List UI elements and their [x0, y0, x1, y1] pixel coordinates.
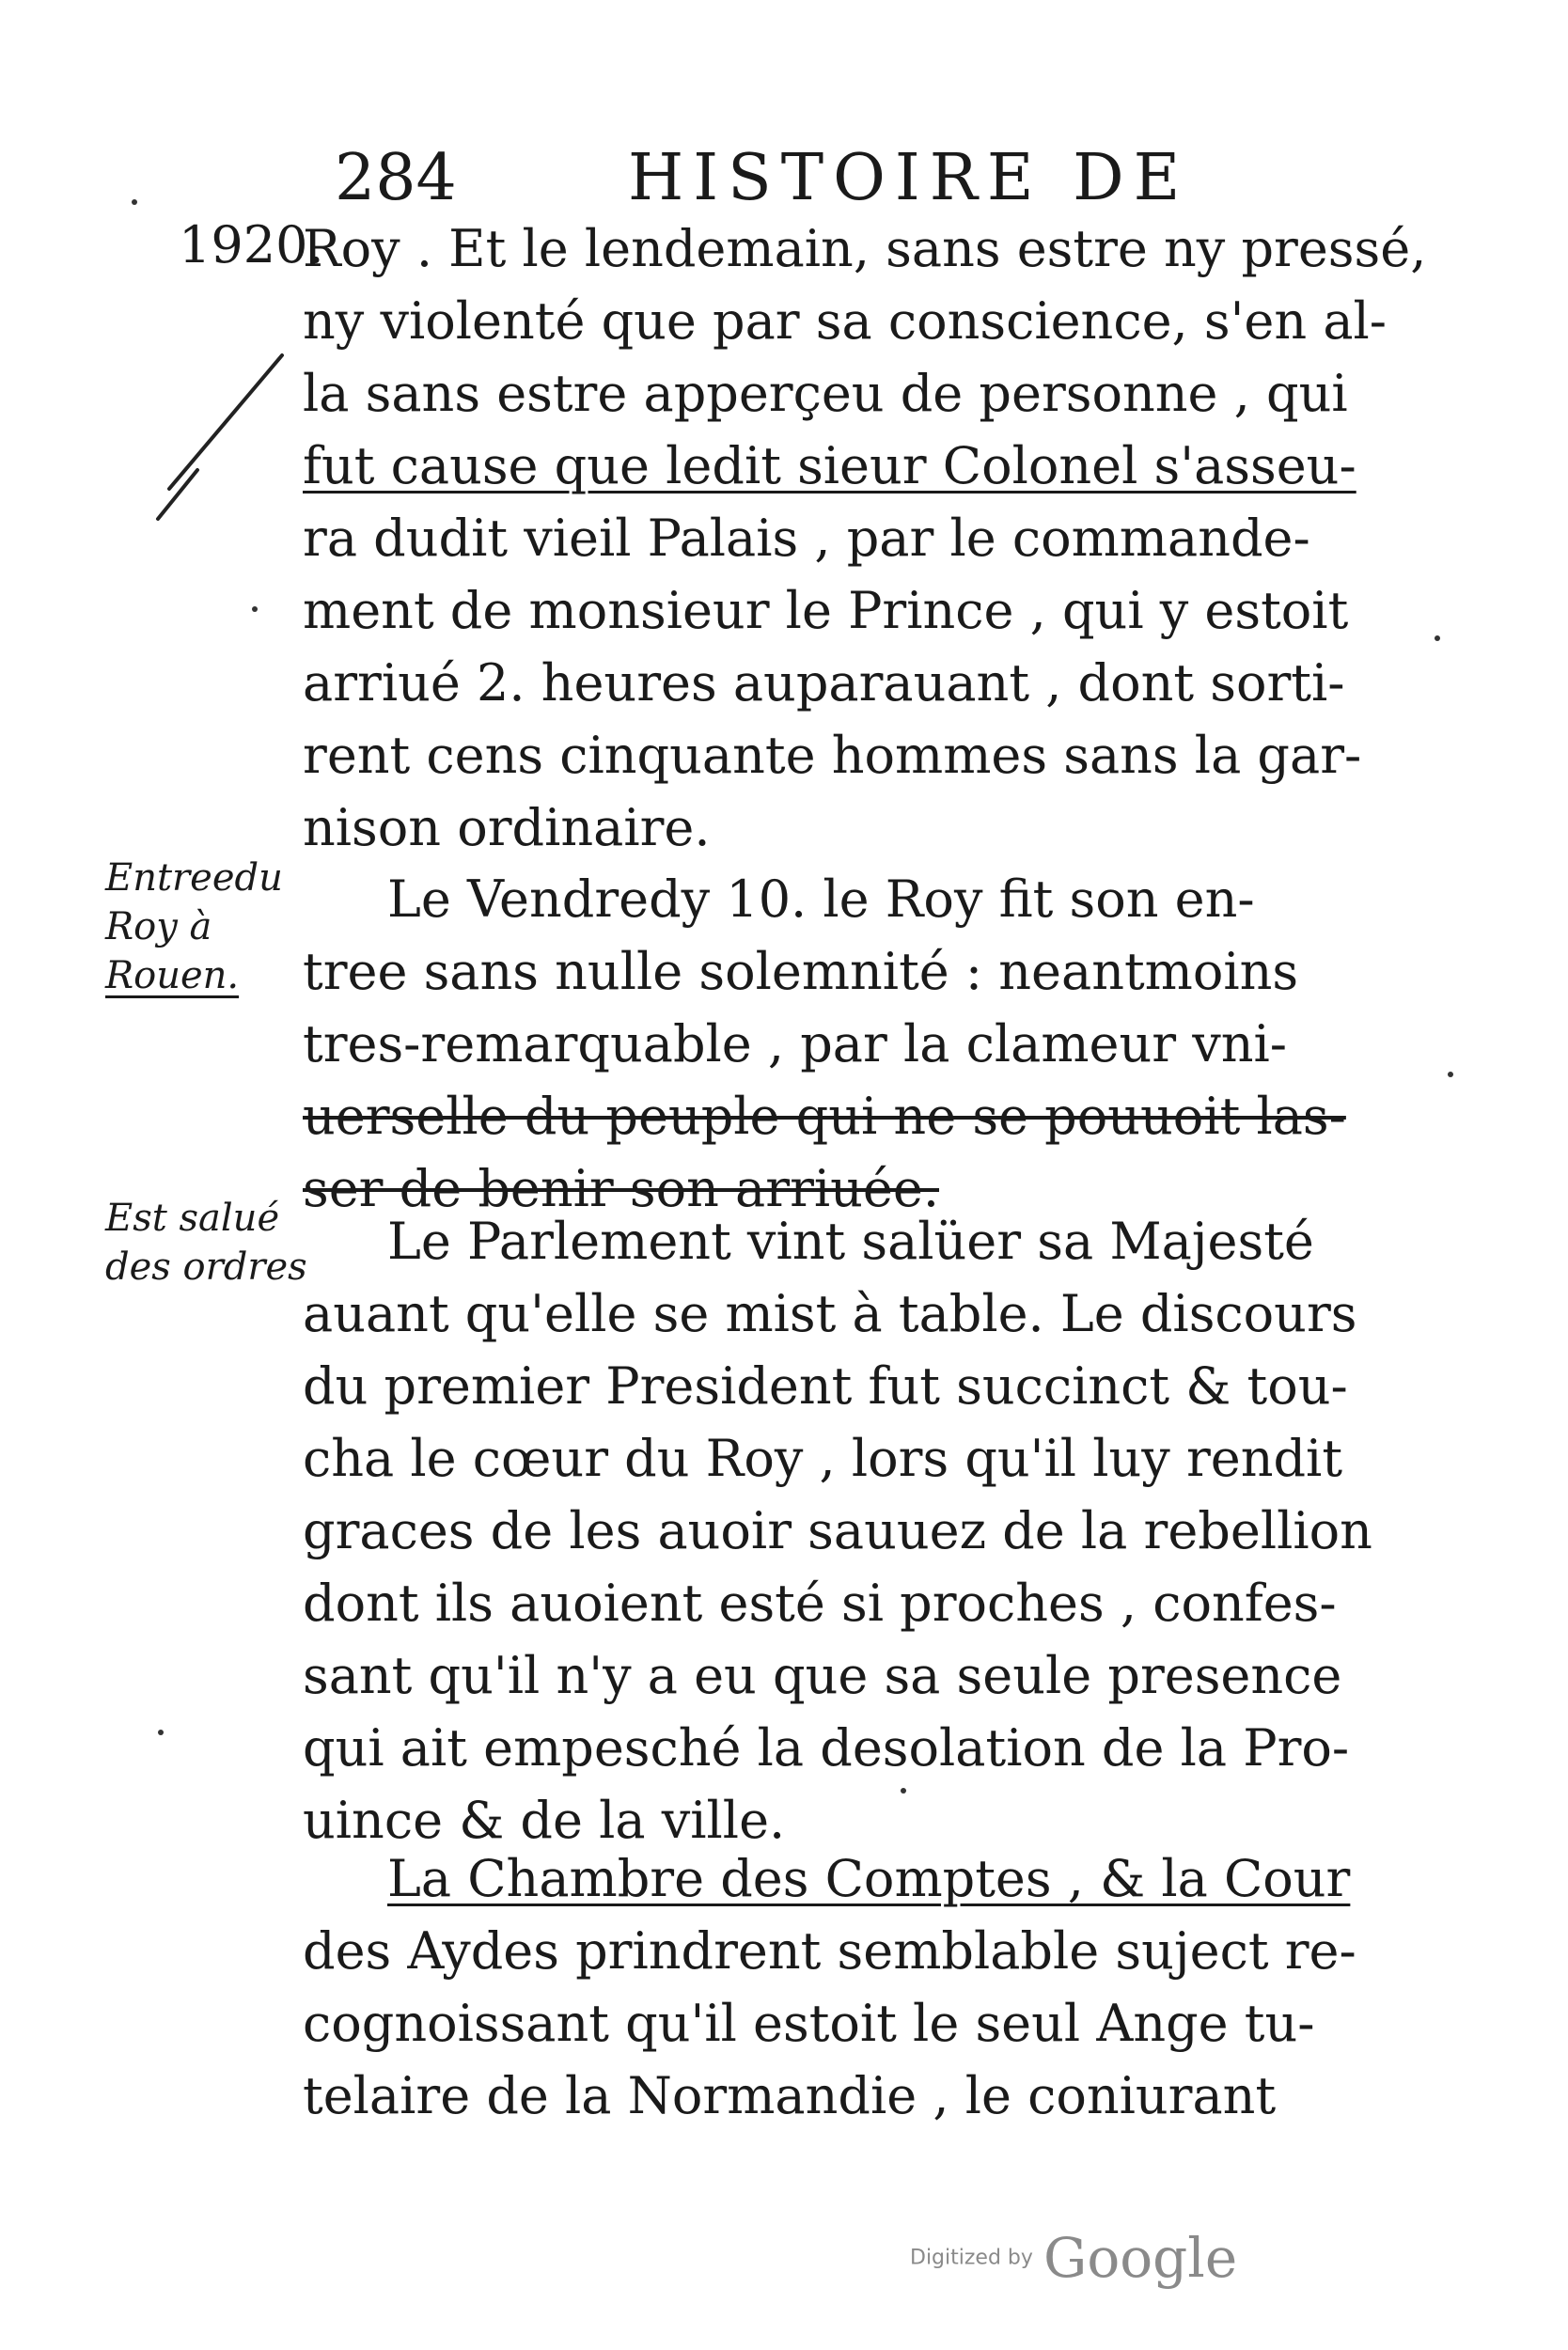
- ink-speck: [1435, 635, 1440, 641]
- text-line: tres-remarquable , par la clameur vni-: [303, 1014, 1288, 1073]
- text-line-underlined: fut cause que ledit sieur Colonel s'asseu-: [303, 436, 1356, 495]
- text-line: dont ils auoient esté si proches , confes-: [303, 1574, 1337, 1633]
- margin-note-salue: [105, 1194, 307, 1292]
- margin-note-line: des ordres: [105, 1246, 307, 1289]
- text-line-struck: ser de benir son arriuée.: [303, 1159, 940, 1218]
- text-line-struck: uerselle du peuple qui ne se pouuoit las-: [303, 1087, 1346, 1146]
- text-line: auant qu'elle se mist à table. Le discours: [303, 1284, 1357, 1343]
- paragraph-1: [303, 212, 1427, 864]
- page-number: 284: [335, 141, 457, 215]
- running-title: HISTOIRE DE: [628, 141, 1190, 215]
- paragraph-4: [303, 1842, 1365, 2132]
- google-logo: Google: [1043, 2226, 1238, 2290]
- text-line: cha le cœur du Roy , lors qu'il luy rendit: [303, 1429, 1343, 1488]
- text-line: des Aydes prindrent semblable suject re-: [303, 1921, 1356, 1981]
- text-line-underlined: La Chambre des Comptes , & la Cour: [387, 1849, 1351, 1908]
- margin-note-line: Entreedu: [105, 856, 283, 900]
- text-line: qui ait empesché la desolation de la Pro-: [303, 1718, 1350, 1778]
- text-line: Le Vendredy 10. le Roy fit son en-: [387, 870, 1255, 929]
- text-line: Roy . Et le lendemain, sans estre ny pressé,: [303, 219, 1427, 278]
- ink-speck: [132, 199, 137, 205]
- text-line: la sans estre apperçeu de personne , qui: [303, 364, 1348, 423]
- text-line: graces de les auoir sauuez de la rebellion: [303, 1501, 1372, 1560]
- watermark-prefix: Digitized by: [910, 2246, 1033, 2270]
- text-line: telaire de la Normandie , le coniurant: [303, 2066, 1277, 2125]
- pen-mark-icon: [141, 348, 291, 526]
- text-line: uince & de la ville.: [303, 1791, 786, 1850]
- margin-note-line: Roy à: [105, 905, 212, 948]
- text-line: sant qu'il n'y a eu que sa seule presence: [303, 1646, 1342, 1705]
- text-line: rent cens cinquante hommes sans la gar-: [303, 726, 1362, 785]
- margin-note-entree: [105, 854, 293, 1000]
- ink-speck: [1448, 1072, 1453, 1077]
- ink-speck: [901, 1788, 906, 1794]
- text-line: ment de monsieur le Prince , qui y estoit: [303, 581, 1349, 640]
- text-line: du premier President fut succinct & tou-: [303, 1356, 1348, 1416]
- paragraph-3: [303, 1205, 1372, 1856]
- margin-note-line: Est salué: [105, 1197, 280, 1240]
- text-line: arriué 2. heures auparauant , dont sorti-: [303, 653, 1345, 713]
- ink-speck: [158, 1730, 164, 1735]
- text-line: cognoissant qu'il estoit le seul Ange tu-: [303, 1994, 1315, 2053]
- margin-year: 1920.: [179, 215, 324, 274]
- text-line: Le Parlement vint salüer sa Majesté: [387, 1212, 1314, 1271]
- text-line: tree sans nulle solemnité : neantmoins: [303, 942, 1299, 1001]
- margin-note-line: Rouen.: [105, 954, 240, 997]
- page-header: [335, 141, 1237, 216]
- ink-speck: [252, 606, 258, 612]
- text-line: ra dudit vieil Palais , par le commande-: [303, 509, 1310, 568]
- text-line: ny violenté que par sa conscience, s'en al-: [303, 291, 1388, 351]
- text-line: nison ordinaire.: [303, 798, 711, 857]
- paragraph-2: [303, 863, 1365, 1225]
- digitized-watermark: [910, 2226, 1237, 2290]
